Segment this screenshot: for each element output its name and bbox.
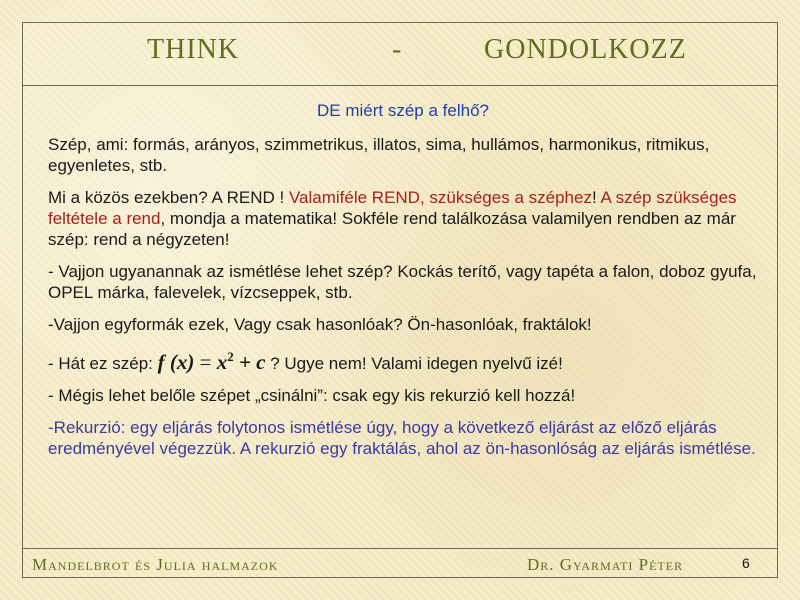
content-title: DE miért szép a felhő?: [317, 101, 489, 120]
paragraph-order: [48, 187, 758, 250]
header-separator: -: [392, 34, 403, 65]
paragraph-fractals: -Vajjon egyformák ezek, Vagy csak hasonlóak? Ön-hasonlóak, fraktálok!: [48, 315, 592, 334]
footer-divider: [22, 548, 778, 549]
page-number: 6: [742, 555, 750, 571]
formula: [158, 350, 266, 374]
paragraph-beauty: Szép, ami: formás, arányos, szimmetrikus, illatos, sima, hullámos, harmonikus, ritmikus, egyenletes, stb.: [48, 135, 710, 175]
formula-exponent: 2: [227, 349, 234, 364]
emphasis-text: Valamiféle REND, szükséges a széphez: [288, 188, 592, 207]
formula-fx: f (x): [157, 350, 195, 374]
text-segment: ? Ugye nem! Valami idegen nyelvű izé!: [265, 354, 563, 373]
text-segment: Mi a közös ezekben? A REND !: [48, 188, 289, 207]
emphasis-text: A szép szükséges feltétele a rend: [48, 188, 737, 228]
text-segment: , mondja a matematika! Sokféle rend találkozása valamilyen rendben az már szép: rend a négyzeten!: [48, 209, 736, 249]
header-divider: [22, 85, 778, 86]
text-segment: !: [591, 188, 601, 207]
paragraph-formula: [48, 346, 758, 374]
slide-content: [48, 100, 758, 470]
header-right: GONDOLKOZZ: [484, 34, 687, 65]
formula-x: x: [216, 350, 228, 374]
slide-header: [22, 30, 778, 75]
formula-eq: =: [194, 350, 217, 374]
paragraph-recursion-hint: - Mégis lehet belőle szépet „csinálni”: csak egy kis rekurzió kell hozzá!: [48, 386, 576, 405]
paragraph-recursion-definition: -Rekurzió: egy eljárás folytonos ismétlése úgy, hogy a következő eljárást az előző eljárás eredményével végezzük. A rekurzió egy fraktálás, ahol az ön-hasonlóság az eljárás ismétlése.: [48, 418, 756, 458]
paragraph-repetition: - Vajjon ugyanannak az ismétlése lehet szép? Kockás terítő, vagy tapéta a falon, doboz gyufa, OPEL márka, falevelek, vízcseppek, stb.: [48, 262, 757, 302]
slide-footer: [22, 553, 778, 577]
footer-left: Mandelbrot és Julia halmazok: [32, 555, 279, 574]
text-segment: - Hát ez szép:: [48, 354, 158, 373]
footer-right: Dr. Gyarmati Péter: [527, 555, 684, 574]
header-left: THINK: [147, 34, 240, 65]
formula-rest: + c: [233, 350, 266, 374]
